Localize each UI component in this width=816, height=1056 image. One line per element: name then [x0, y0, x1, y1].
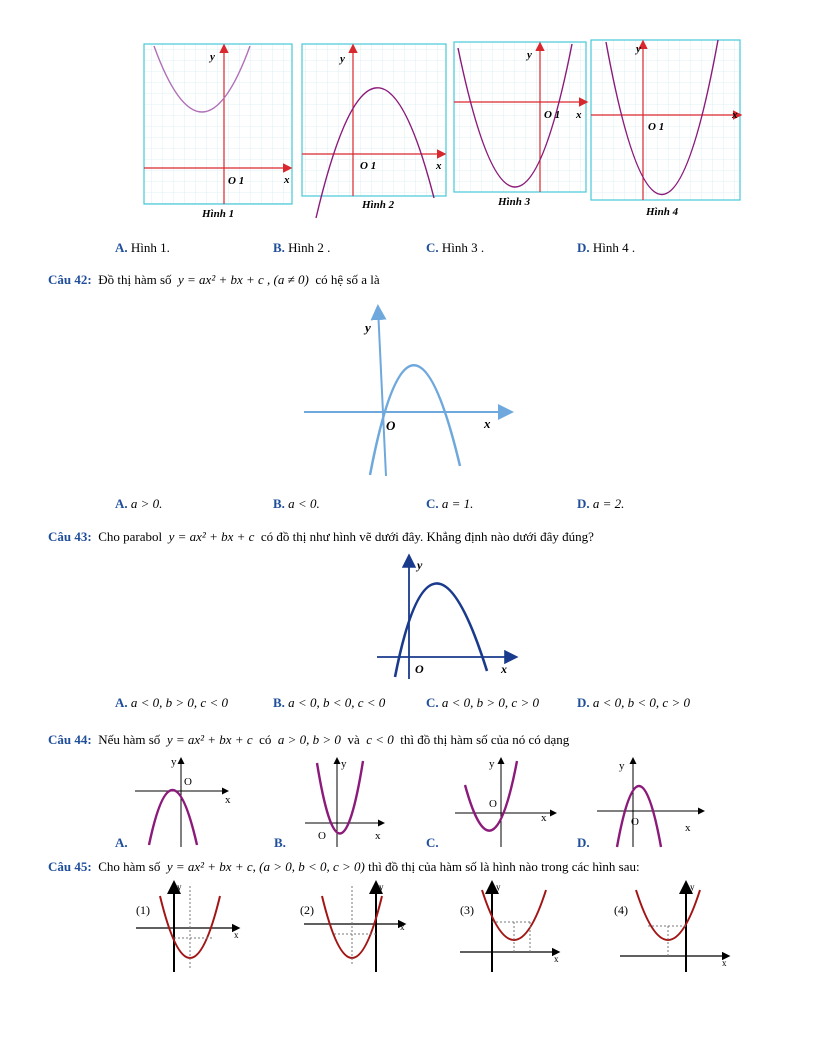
q44-stem: Câu 44: Nếu hàm số y = ax² + bx + c có a > 0, b > 0 và c < 0 thì đồ thị hàm số của nó có dạng	[48, 732, 570, 747]
svg-text:x: x	[284, 174, 290, 186]
figure-hinh-3	[454, 42, 586, 208]
svg-text:O: O	[489, 798, 497, 810]
q43-formula: y = ax² + bx + c	[168, 529, 255, 544]
q43-label: Câu 43:	[48, 529, 92, 544]
svg-text:O 1: O 1	[228, 175, 245, 187]
svg-text:O 1: O 1	[544, 109, 561, 121]
q45-formula: y = ax² + bx + c, (a > 0, b < 0, c > 0)	[166, 859, 365, 874]
svg-text:y: y	[341, 758, 347, 770]
q44-figures	[115, 755, 715, 850]
q42-formula: y = ax² + bx + c , (a ≠ 0)	[178, 272, 309, 287]
svg-text:x: x	[484, 416, 491, 431]
q45-stem: Câu 45: Cho hàm số y = ax² + bx + c, (a > 0, b < 0, c > 0) thì đồ thị của hàm số là hình nào trong các hình sau:	[48, 859, 640, 874]
svg-text:x: x	[554, 954, 559, 964]
svg-text:x: x	[576, 109, 582, 121]
figure-hinh-2	[302, 44, 446, 218]
svg-text:Hình 2: Hình 2	[362, 199, 395, 211]
svg-text:y: y	[365, 320, 371, 335]
q44-label: Câu 44:	[48, 732, 92, 747]
svg-text:y: y	[690, 882, 695, 892]
q44-figure-b[interactable]	[274, 758, 383, 850]
q44-figure-d[interactable]	[577, 759, 703, 850]
svg-text:y: y	[171, 756, 177, 768]
svg-text:O: O	[631, 816, 639, 828]
q45-figure-4[interactable]	[614, 882, 728, 972]
svg-text:y: y	[496, 882, 501, 892]
svg-text:y: y	[379, 882, 384, 892]
q42-label: Câu 42:	[48, 272, 92, 287]
svg-text:Hình 1: Hình 1	[202, 208, 235, 220]
q41-options	[115, 240, 715, 256]
svg-text:x: x	[541, 812, 547, 824]
svg-text:x: x	[225, 794, 231, 806]
q45-label: Câu 45:	[48, 859, 92, 874]
svg-text:(1): (1)	[136, 903, 150, 917]
q43-option-b[interactable]: B. a < 0, b < 0, c < 0	[273, 695, 386, 710]
svg-text:O: O	[386, 418, 396, 433]
svg-text:A.: A.	[115, 835, 128, 850]
q41-option-a[interactable]: A. Hình 1.	[115, 240, 170, 255]
q42-figure	[300, 300, 520, 480]
q42-options	[115, 496, 715, 512]
svg-text:(3): (3)	[460, 903, 474, 917]
q45-figure-3[interactable]	[460, 882, 559, 972]
svg-text:B.: B.	[274, 835, 286, 850]
svg-text:C.: C.	[426, 835, 439, 850]
q43-option-a[interactable]: A. a < 0, b > 0, c < 0	[115, 695, 228, 710]
svg-text:y: y	[340, 53, 345, 65]
svg-text:x: x	[501, 662, 507, 676]
svg-text:O 1: O 1	[360, 160, 377, 172]
q42-option-d[interactable]: D. a = 2.	[577, 496, 625, 511]
q43-stem: Câu 43: Cho parabol y = ax² + bx + c có đồ thị như hình vẽ dưới đây. Khẳng định nào dưới đây đúng?	[48, 529, 594, 544]
q45-figures	[130, 880, 750, 975]
svg-text:y: y	[489, 758, 495, 770]
svg-text:y: y	[527, 49, 532, 61]
svg-text:x: x	[722, 958, 727, 968]
svg-text:(2): (2)	[300, 903, 314, 917]
svg-text:x: x	[436, 160, 442, 172]
svg-text:Hình 4: Hình 4	[646, 206, 679, 218]
q42-option-a[interactable]: A. a > 0.	[115, 496, 163, 511]
q41-option-b[interactable]: B. Hình 2 .	[273, 240, 331, 255]
q43-options	[115, 695, 755, 711]
svg-text:x: x	[400, 922, 405, 932]
svg-text:x: x	[685, 822, 691, 834]
svg-text:Hình 3: Hình 3	[498, 196, 531, 208]
top-figures	[140, 38, 745, 223]
q41-option-c[interactable]: C. Hình 3 .	[426, 240, 485, 255]
q44-figure-a[interactable]	[115, 756, 231, 850]
svg-text:y: y	[417, 558, 423, 572]
svg-text:(4): (4)	[614, 903, 628, 917]
svg-text:O 1: O 1	[648, 121, 665, 133]
q42-stem: Câu 42: Đồ thị hàm số y = ax² + bx + c , (a ≠ 0) có hệ số a là	[48, 272, 380, 287]
svg-text:x: x	[732, 109, 738, 121]
svg-text:O: O	[318, 830, 326, 842]
svg-text:D.: D.	[577, 835, 590, 850]
svg-text:y: y	[177, 882, 182, 892]
svg-text:O: O	[415, 662, 424, 676]
svg-text:y: y	[210, 51, 215, 63]
svg-text:x: x	[375, 830, 381, 842]
q43-figure	[375, 553, 525, 683]
q45-figure-2[interactable]	[300, 882, 405, 972]
figure-hinh-1	[144, 44, 292, 220]
q45-figure-1[interactable]	[136, 882, 239, 972]
q41-option-d[interactable]: D. Hình 4 .	[577, 240, 636, 255]
svg-text:O: O	[184, 776, 192, 788]
svg-text:x: x	[234, 930, 239, 940]
svg-text:y: y	[636, 43, 641, 55]
q44-formula: y = ax² + bx + c	[166, 732, 253, 747]
figure-hinh-4	[591, 40, 740, 218]
q42-option-c[interactable]: C. a = 1.	[426, 496, 474, 511]
svg-text:y: y	[619, 760, 625, 772]
q43-option-c[interactable]: C. a < 0, b > 0, c > 0	[426, 695, 539, 710]
q43-option-d[interactable]: D. a < 0, b < 0, c > 0	[577, 695, 690, 710]
q42-option-b[interactable]: B. a < 0.	[273, 496, 320, 511]
q44-figure-c[interactable]	[426, 758, 555, 850]
